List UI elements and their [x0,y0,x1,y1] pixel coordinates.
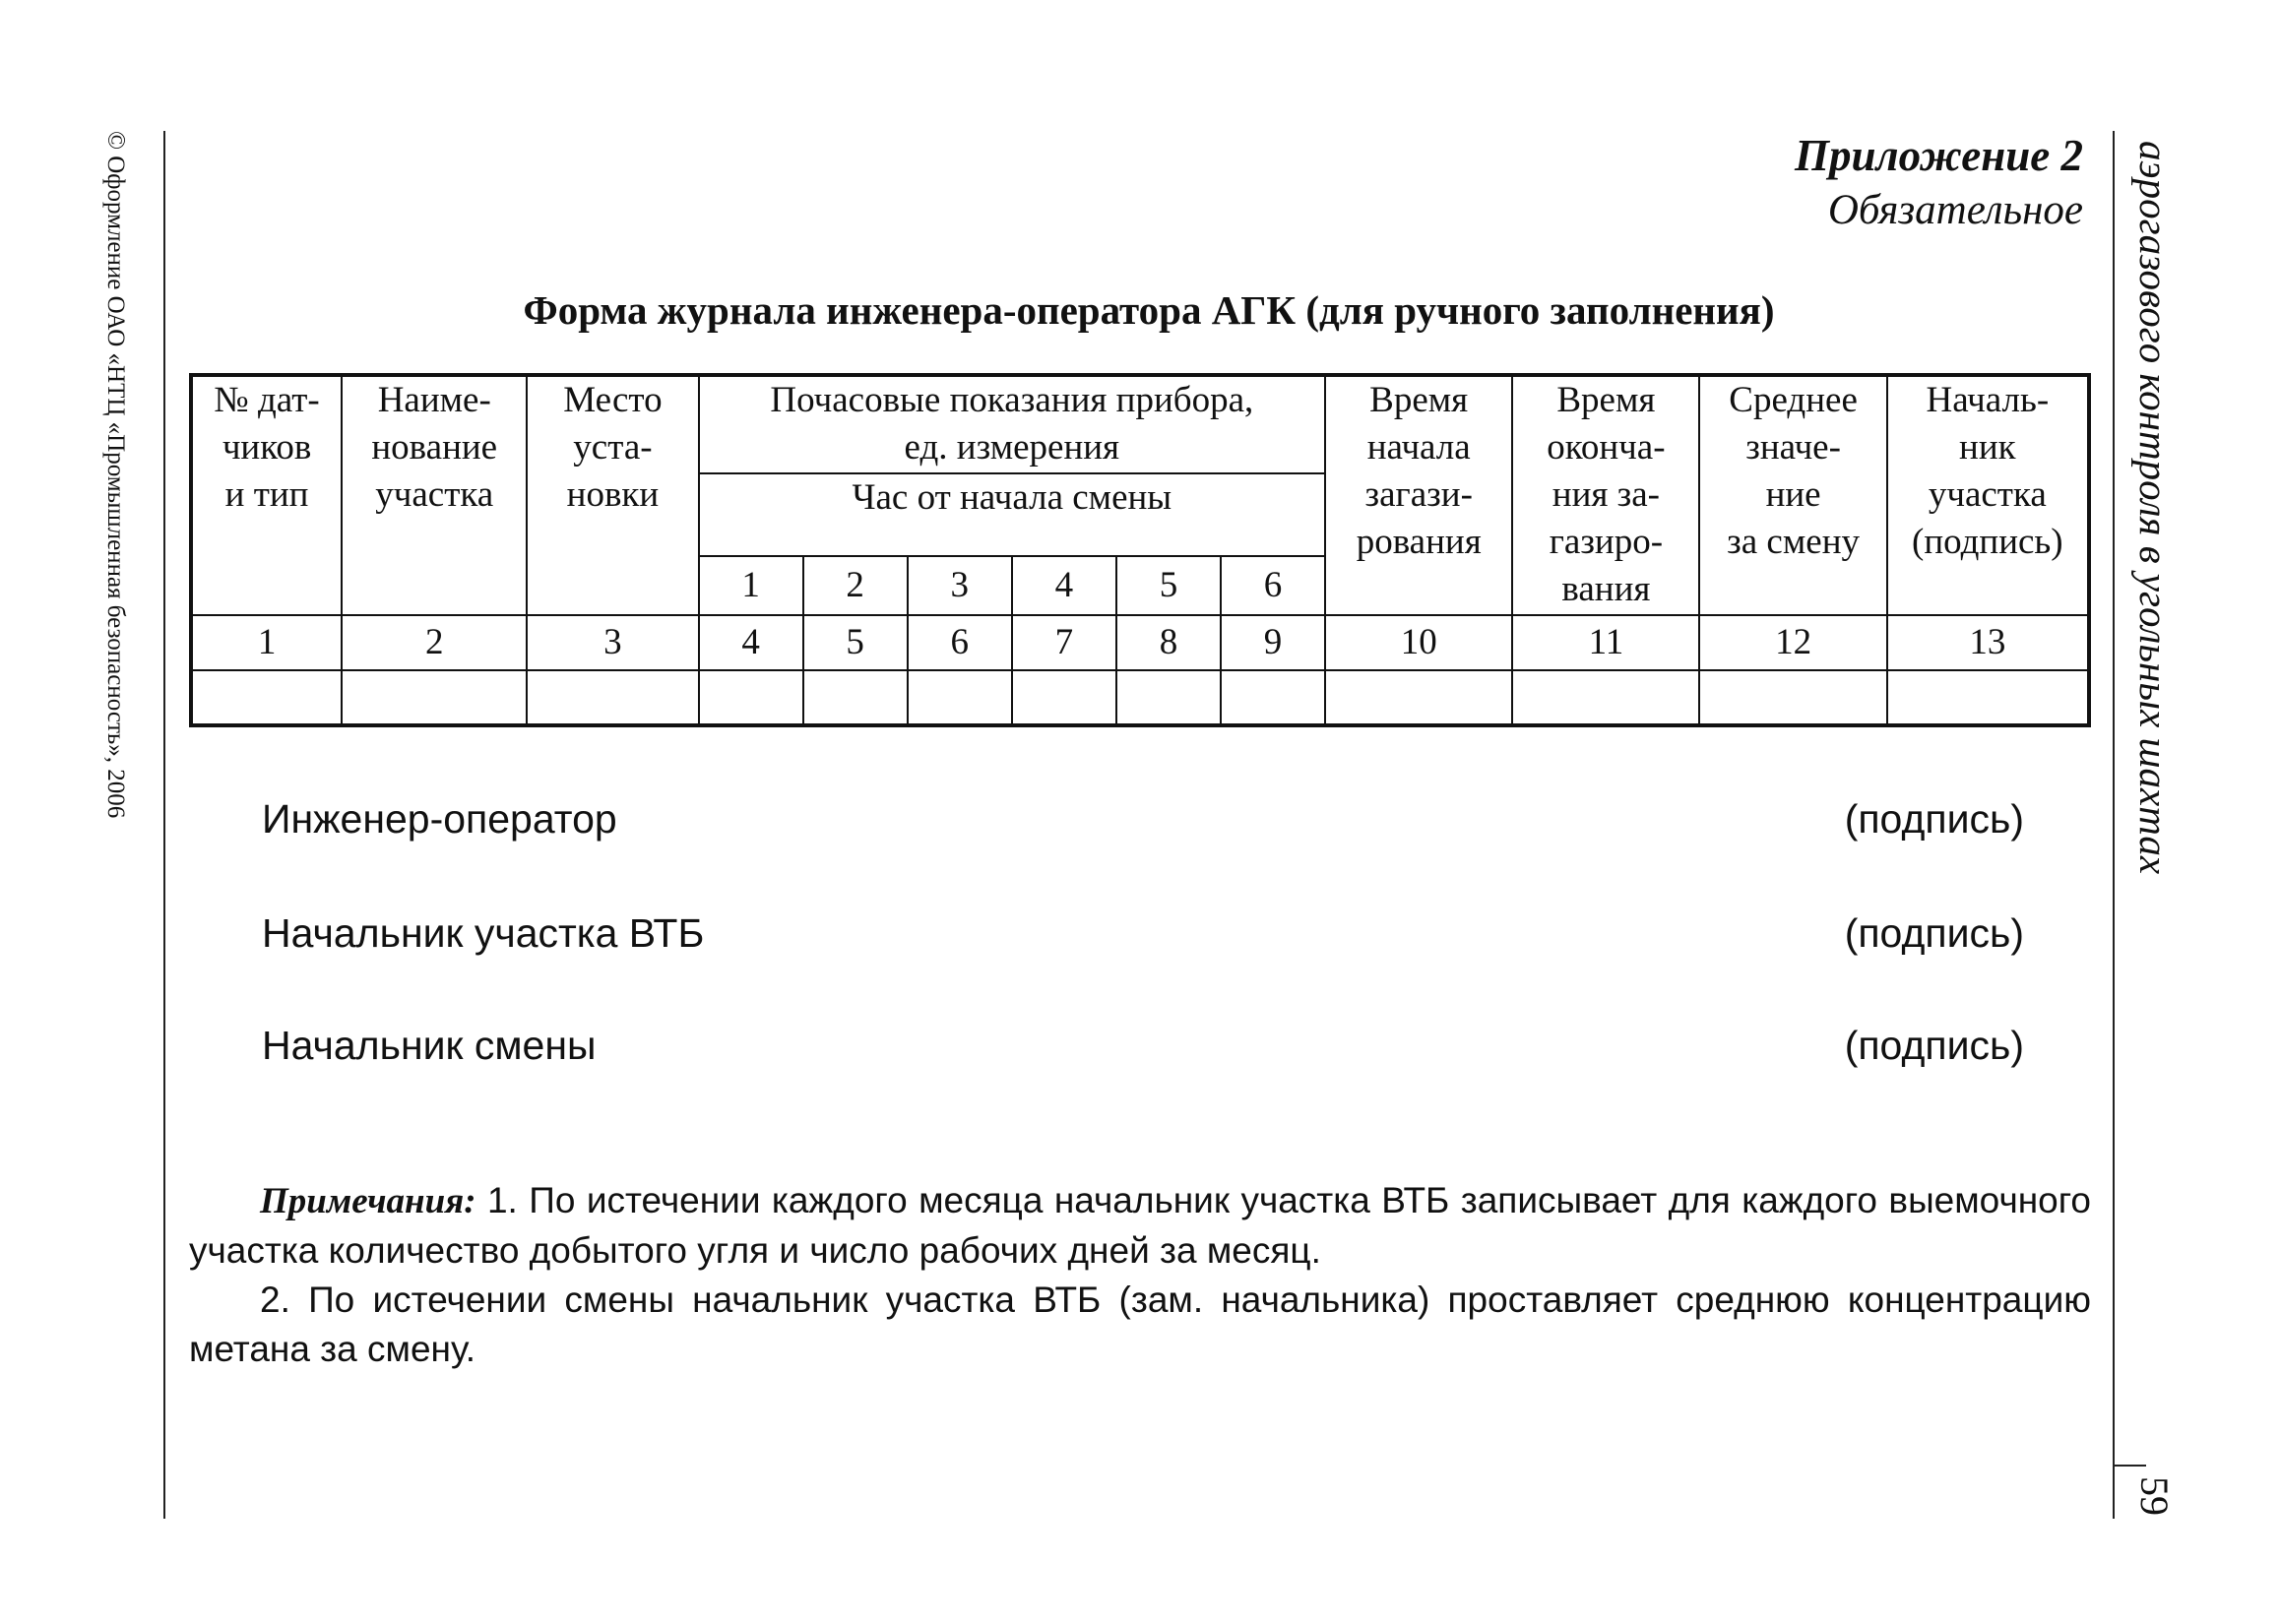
signature-placeholder: (подпись) [1844,796,2024,842]
header-line: ник [1959,427,2016,468]
header-line: рования [1356,522,1482,562]
header-line: значе- [1745,427,1841,468]
page-number: 59 [2132,1476,2177,1516]
header-line: вания [1561,569,1651,609]
empty-cell [191,670,342,725]
hour-cell: 5 [1116,556,1221,615]
column-number: 3 [527,615,698,670]
column-number: 11 [1512,615,1699,670]
appendix-title: Приложение 2 [1795,131,2083,180]
header-line: начала [1366,427,1471,468]
empty-cell [699,670,803,725]
empty-cell [1116,670,1221,725]
header-line: (подпись) [1912,522,2063,562]
header-line: Время [1556,380,1656,420]
header-line: Среднее [1729,380,1858,420]
signature-line-operator [262,789,2024,848]
appendix-subtitle: Обязательное [1827,187,2083,233]
empty-cell [803,670,908,725]
empty-cell [1012,670,1116,725]
header-location [527,375,698,615]
header-line: уста- [573,427,653,468]
journal-table [189,373,2091,727]
column-number: 12 [1699,615,1886,670]
column-number: 9 [1221,615,1325,670]
header-sensors [191,375,342,615]
header-line: чиков [222,427,312,468]
header-line: ед. измерения [904,427,1120,468]
column-number: 1 [191,615,342,670]
appendix-heading [1795,128,2083,238]
header-line: ние [1765,474,1821,515]
header-hourly [699,375,1326,473]
empty-cell [1221,670,1325,725]
header-hour-from-shift: Час от начала смены [699,473,1326,556]
header-gas-start [1325,375,1512,615]
header-line: оконча- [1547,427,1666,468]
header-line: Началь- [1926,380,2050,420]
signature-line-vtb-chief [262,904,2024,963]
header-line: участка [1928,474,2047,515]
empty-cell [1887,670,2089,725]
copyright-margin-text: © Оформление ОАО «НТЦ «Промышленная безопасность», 2006 [102,131,129,819]
header-line: нование [371,427,498,468]
signature-label: Инженер-оператор [262,796,617,842]
empty-cell [527,670,698,725]
empty-cell [1699,670,1886,725]
header-chief [1887,375,2089,615]
header-line: ния за- [1552,474,1660,515]
form-title: Форма журнала инженера-оператора АГК (для ручного заполнения) [523,287,1775,333]
column-number: 10 [1325,615,1512,670]
left-margin-rule [163,131,165,1519]
header-line: за смену [1727,522,1860,562]
hour-cell: 4 [1012,556,1116,615]
column-number: 8 [1116,615,1221,670]
header-line: Время [1369,380,1469,420]
right-margin-rule [2113,131,2115,1519]
header-line: № дат- [214,380,320,420]
note-2: 2. По истечении смены начальник участка ВТБ (зам. начальника) проставляет среднюю концентрацию метана за смену. [189,1280,2091,1369]
empty-cell [1325,670,1512,725]
header-section-name [342,375,527,615]
note-1-text: 1. По истечении каждого месяца начальник участка ВТБ записывает для каждого выемочного участка количество добытого угля и число рабочих дней за месяц. [189,1180,2091,1271]
header-line: участка [375,474,494,515]
hour-cell: 3 [908,556,1012,615]
signature-placeholder: (подпись) [1844,1023,2024,1068]
signature-label: Начальник участка ВТБ [262,910,705,956]
header-line: загази- [1364,474,1473,515]
signature-line-shift-chief [262,1016,2024,1075]
hour-cell: 1 [699,556,803,615]
empty-cell [1512,670,1699,725]
notes [189,1176,2091,1374]
column-number: 6 [908,615,1012,670]
header-line: новки [566,474,660,515]
signature-placeholder: (подпись) [1844,910,2024,956]
header-line: Место [563,380,663,420]
signature-label: Начальник смены [262,1023,597,1068]
column-number-row [191,615,2089,670]
empty-cell [342,670,527,725]
header-gas-end [1512,375,1699,615]
header-line: Наиме- [377,380,491,420]
hour-cell: 6 [1221,556,1325,615]
empty-cell [908,670,1012,725]
page-number-rule [2113,1465,2146,1467]
column-number: 7 [1012,615,1116,670]
header-line: и тип [224,474,309,515]
column-number: 4 [699,615,803,670]
column-number: 5 [803,615,908,670]
hour-cell: 2 [803,556,908,615]
empty-entry-row [191,670,2089,725]
note-1 [189,1176,2091,1276]
running-title: аэрогазового контроля в угольных шахтах [2131,141,2177,875]
notes-lead: Примечания: [260,1181,476,1221]
header-line: газиро- [1549,522,1664,562]
column-number: 2 [342,615,527,670]
column-number: 13 [1887,615,2089,670]
header-average [1699,375,1886,615]
header-line: Почасовые показания прибора, [770,380,1254,420]
